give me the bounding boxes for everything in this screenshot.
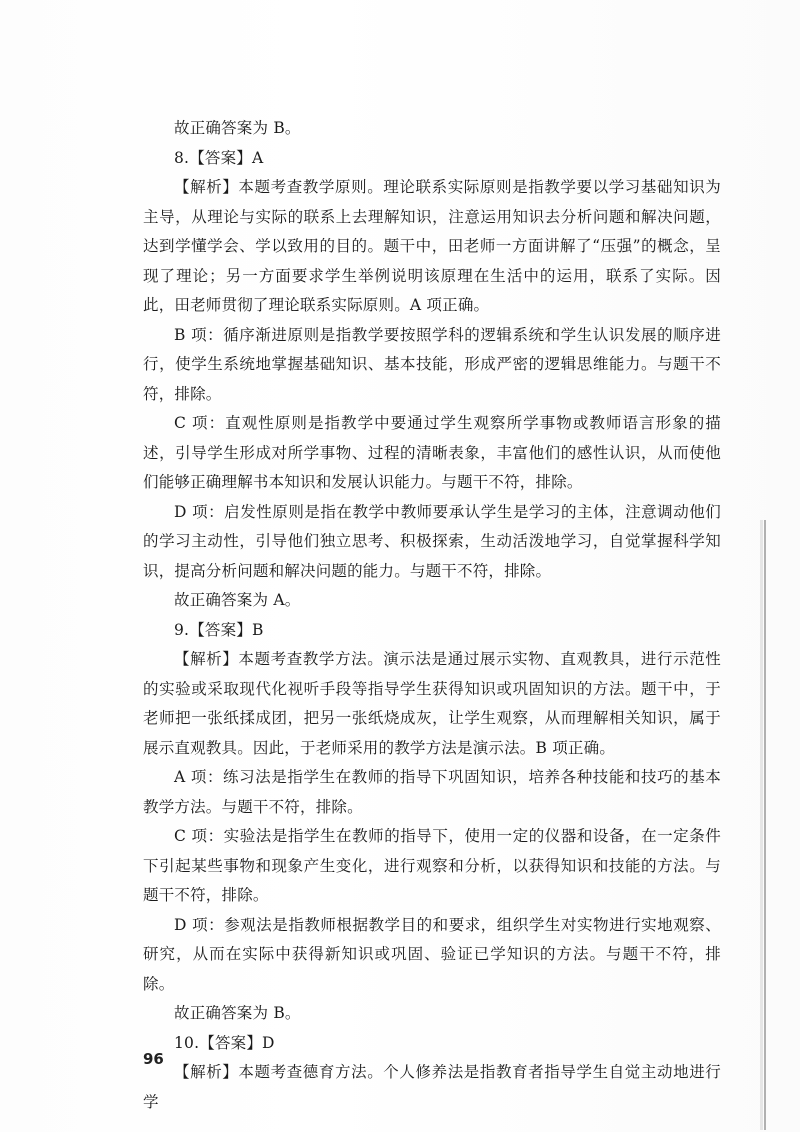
answer-8: 8.【答案】A (174, 148, 264, 167)
paragraph-conclusion-8: 故正确答案为 A。 (174, 591, 301, 609)
option-d-9: D 项：参观法是指教师根据教学目的和要求，组织学生对实物进行实地观察、研究，从而在实际中获得新知识或巩固、验证已学知识的方法。与题干不符，排除。 (143, 915, 721, 993)
analysis-10: 【解析】本题考查德育方法。个人修养法是指教育者指导学生自觉主动地进行学 (143, 1063, 721, 1111)
option-b-8: B 项：循序渐进原则是指教学要按照学科的逻辑系统和学生认识发展的顺序进行，使学生系统地掌握基础知识、基本技能，形成严密的逻辑思维能力。与题干不符，排除。 (143, 325, 721, 403)
analysis-8: 【解析】本题考查教学原则。理论联系实际原则是指教学要以学习基础知识为主导，从理论与实际的联系上去理解知识，注意运用知识去分析问题和解决问题，达到学懂学会、学以致用的目的。题干中，田老师一方面讲解了“压强”的概念，呈现了理论；另一方面要求学生举例说明该原理在生活中的运用，联系了实际。因此，田老师贯彻了理论联系实际原则。A 项正确。 (143, 178, 721, 314)
answer-10: 10.【答案】D (174, 1033, 275, 1052)
option-a-9: A 项：练习法是指学生在教师的指导下巩固知识，培养各种技能和技巧的基本教学方法。与题干不符，排除。 (143, 768, 721, 816)
page-edge-shadow (760, 520, 763, 1130)
page-number: 96 (143, 1050, 164, 1068)
option-c-9: C 项：实验法是指学生在教师的指导下，使用一定的仪器和设备，在一定条件下引起某些事物和现象产生变化，进行观察和分析，以获得知识和技能的方法。与题干不符，排除。 (143, 827, 721, 904)
option-d-8: D 项：启发性原则是指在教学中教师要承认学生是学习的主体，注意调动他们的学习主动性，引导他们独立思考、积极探索，生动活泼地学习，自觉掌握科学知识，提高分析问题和解决问题的能力。与题干不符，排除。 (143, 502, 721, 580)
page-body (143, 114, 721, 1117)
option-c-8: C 项：直观性原则是指教学中要通过学生观察所学事物或教师语言形象的描述，引导学生形成对所学事物、过程的清晰表象，丰富他们的感性认识，从而使他们能够正确理解书本知识和发展认识能力。与题干不符，排除。 (143, 414, 721, 491)
paragraph-conclusion-9: 故正确答案为 B。 (174, 1004, 301, 1022)
analysis-9: 【解析】本题考查教学方法。演示法是通过展示实物、直观教具，进行示范性的实验或采取现代化视听手段等指导学生获得知识或巩固知识的方法。题干中，于老师把一张纸揉成团，把另一张纸烧成灰，让学生观察，从而理解相关知识，属于展示直观教具。因此，于老师采用的教学方法是演示法。B 项正确。 (143, 650, 721, 757)
page-edge-line (764, 520, 766, 1130)
paragraph-conclusion-7: 故正确答案为 B。 (174, 119, 301, 137)
answer-9: 9.【答案】B (174, 620, 264, 639)
